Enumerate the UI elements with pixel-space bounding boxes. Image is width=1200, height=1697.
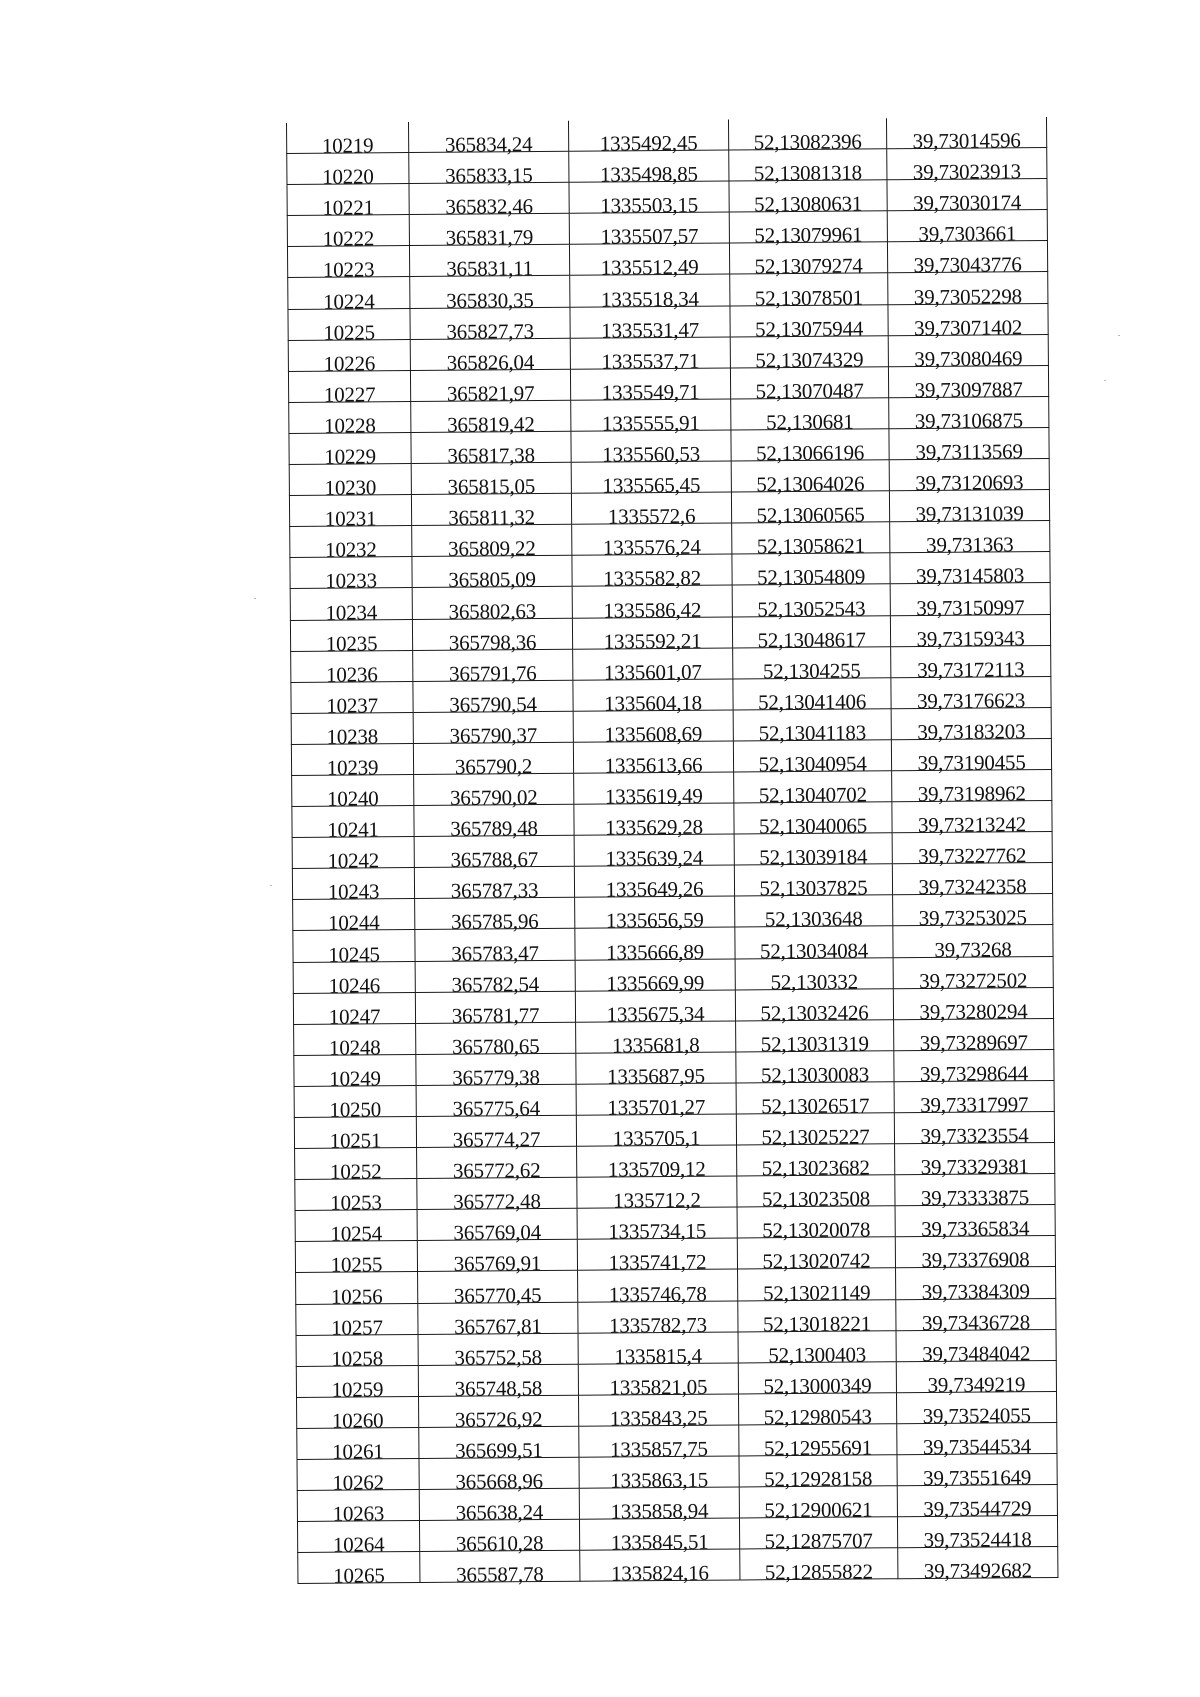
cell-text: 1335712,2 — [613, 1188, 701, 1213]
cell-text: 10250 — [329, 1097, 382, 1122]
cell-text: 52,1304255 — [762, 658, 861, 683]
cell-text: 365821,97 — [446, 380, 535, 406]
cell-text: 10234 — [325, 599, 378, 625]
cell-text: 365791,76 — [448, 660, 537, 686]
cell-text: 39,73120693 — [915, 470, 1024, 496]
cell-text: 365805,09 — [448, 567, 536, 593]
cell-text: 365834,24 — [444, 132, 533, 157]
cell-text: 39,73172113 — [917, 656, 1025, 682]
cell-text: 52,13058621 — [756, 533, 865, 559]
cell-text: 39,73097887 — [914, 377, 1023, 402]
cell-text: 52,13074329 — [755, 347, 864, 373]
cell-text: 10225 — [323, 319, 375, 345]
cell-text: 365783,47 — [451, 940, 539, 966]
cell-text: 1335572,6 — [607, 504, 696, 529]
cell-text: 10249 — [329, 1066, 381, 1091]
cell-text: 1335649,26 — [605, 877, 704, 902]
cell-text: 10229 — [324, 444, 376, 469]
cell-text: 52,13041406 — [757, 689, 867, 715]
cell-text: 10232 — [324, 537, 377, 563]
cell-text: 52,12955691 — [763, 1435, 873, 1461]
cell-text: 365809,22 — [448, 536, 536, 562]
point-number-cell — [286, 122, 408, 158]
cell-text: 1335656,59 — [605, 908, 704, 933]
cell-text: 39,73227762 — [918, 843, 1027, 869]
cell-text: 39,73080469 — [914, 345, 1023, 371]
cell-text: 365726,92 — [454, 1406, 543, 1432]
cell-text: 52,13082396 — [753, 129, 862, 155]
cell-text: 10253 — [330, 1190, 382, 1215]
cell-text: 39,73150997 — [916, 594, 1025, 620]
cell-text: 10233 — [325, 568, 377, 594]
cell-text: 365817,38 — [447, 443, 535, 468]
cell-text: 1335824,16 — [610, 1561, 709, 1586]
cell-text: 365811,32 — [448, 505, 536, 530]
cell-text: 10248 — [328, 1035, 381, 1060]
longitude-cell — [886, 117, 1046, 154]
cell-text: 52,13020078 — [762, 1217, 871, 1243]
cell-text: 1335586,42 — [603, 597, 702, 623]
coordinates-table-body — [286, 117, 1057, 1589]
scan-speck — [270, 885, 272, 886]
cell-text: 10222 — [322, 226, 375, 252]
cell-text: 1335734,15 — [608, 1219, 707, 1244]
y-coordinate-cell — [568, 120, 728, 156]
cell-text: 1335555,91 — [601, 410, 700, 436]
cell-text: 39,731363 — [926, 532, 1014, 558]
cell-text: 1335498,85 — [599, 161, 698, 187]
cell-text: 10239 — [326, 755, 379, 780]
coordinates-table — [286, 117, 1058, 1589]
cell-text: 365790,54 — [449, 691, 537, 717]
cell-text: 52,13030083 — [760, 1062, 870, 1088]
cell-text: 52,13021149 — [762, 1280, 871, 1305]
cell-text: 365831,79 — [445, 225, 534, 251]
cell-text: 1335675,34 — [606, 1001, 705, 1027]
cell-text: 10230 — [324, 475, 377, 500]
cell-text: 10238 — [326, 724, 379, 749]
cell-text: 52,1303648 — [764, 906, 863, 932]
cell-text: 1335613,66 — [604, 752, 703, 778]
cell-text: 10240 — [326, 786, 379, 811]
cell-text: 365780,65 — [451, 1033, 540, 1059]
cell-text: 1335592,21 — [603, 628, 702, 654]
cell-text: 365789,48 — [450, 816, 538, 841]
cell-text: 1335815,4 — [614, 1343, 703, 1369]
cell-text: 39,73544729 — [923, 1496, 1032, 1522]
cell-text: 1335503,15 — [600, 193, 699, 218]
cell-text: 10220 — [322, 164, 374, 189]
cell-text: 39,73213242 — [917, 812, 1027, 838]
cell-text: 39,73071402 — [914, 314, 1023, 340]
cell-text: 10252 — [329, 1159, 382, 1184]
cell-text: 52,13079961 — [754, 222, 863, 248]
cell-text: 365790,02 — [449, 785, 538, 810]
cell-text: 52,13048617 — [757, 627, 866, 652]
cell-text: 365788,67 — [450, 847, 539, 872]
cell-text: 1335669,99 — [606, 970, 705, 996]
cell-text: 1335619,49 — [604, 783, 703, 809]
cell-text: 52,13039184 — [759, 844, 868, 870]
cell-text: 365775,64 — [452, 1096, 541, 1121]
cell-text: 10245 — [328, 941, 380, 967]
cell-text: 39,73242358 — [918, 874, 1027, 900]
cell-text: 52,1300403 — [768, 1342, 867, 1367]
cell-text: 52,13031319 — [760, 1031, 869, 1057]
cell-text: 1335687,95 — [607, 1063, 705, 1089]
cell-text: 365826,04 — [446, 349, 535, 375]
cell-text: 39,73317997 — [920, 1092, 1029, 1118]
cell-text: 52,13066196 — [755, 440, 865, 466]
cell-text: 52,13032426 — [760, 1000, 869, 1026]
cell-text: 10224 — [323, 288, 375, 314]
cell-text: 365779,38 — [452, 1064, 540, 1090]
cell-text: 1335782,73 — [608, 1312, 707, 1338]
cell-text: 365769,91 — [453, 1251, 542, 1277]
cell-text: 52,13064026 — [756, 471, 865, 497]
cell-text: 52,12855822 — [764, 1559, 874, 1585]
cell-text: 52,12980543 — [763, 1404, 872, 1430]
cell-text: 10263 — [332, 1501, 385, 1526]
cell-text: 10221 — [322, 195, 375, 220]
cell-text: 52,12900621 — [764, 1497, 873, 1523]
cell-text: 1335604,18 — [604, 690, 703, 716]
cell-text: 52,13080631 — [754, 191, 863, 217]
cell-text: 1335531,47 — [601, 317, 700, 343]
cell-text: 10231 — [324, 506, 377, 531]
cell-text: 10228 — [324, 413, 376, 438]
cell-text: 365790,2 — [454, 754, 533, 779]
cell-text: 39,73376908 — [921, 1247, 1030, 1273]
cell-text: 39,73030174 — [913, 190, 1022, 216]
cell-text: 10255 — [330, 1252, 383, 1278]
cell-text: 10261 — [332, 1439, 384, 1464]
cell-text: 365782,54 — [451, 971, 540, 997]
cell-text: 1335741,72 — [608, 1250, 707, 1275]
cell-text: 10223 — [322, 257, 375, 283]
cell-text: 39,73159343 — [916, 625, 1025, 651]
cell-text: 365798,36 — [448, 629, 537, 655]
cell-text: 1335518,34 — [600, 286, 699, 312]
cell-text: 52,13023682 — [761, 1155, 870, 1181]
cell-text: 39,73183203 — [917, 719, 1026, 744]
cell-text: 52,13037825 — [759, 875, 868, 901]
cell-text: 365815,05 — [447, 474, 536, 499]
cell-text: 52,13040954 — [758, 751, 867, 777]
cell-text: 39,73190455 — [917, 750, 1026, 776]
cell-text: 39,73198962 — [917, 781, 1026, 807]
cell-text: 365699,51 — [455, 1438, 543, 1463]
cell-text: 1335507,57 — [600, 224, 699, 249]
cell-text: 10226 — [323, 351, 376, 376]
cell-text: 10251 — [329, 1128, 382, 1153]
cell-text: 39,73272502 — [919, 967, 1028, 993]
cell-text: 1335537,71 — [601, 348, 700, 374]
cell-text: 10247 — [328, 1004, 381, 1029]
cell-text: 10237 — [326, 693, 378, 718]
cell-text: 1335863,15 — [610, 1467, 709, 1493]
cell-text: 52,13052543 — [757, 595, 866, 621]
cell-text: 52,13081318 — [753, 160, 863, 186]
cell-text: 39,73384309 — [921, 1278, 1030, 1304]
cell-text: 39,73052298 — [913, 283, 1023, 309]
cell-text: 365774,27 — [452, 1127, 541, 1152]
cell-text: 10219 — [321, 133, 374, 158]
cell-text: 365610,28 — [455, 1531, 544, 1557]
cell-text: 365748,58 — [454, 1375, 543, 1401]
cell-text: 365832,46 — [445, 194, 533, 220]
scan-speck — [254, 598, 256, 599]
table-row — [286, 117, 1046, 154]
cell-text: 52,13026517 — [761, 1093, 870, 1119]
cell-text: 10235 — [325, 630, 378, 656]
cell-text: 39,7303661 — [918, 221, 1017, 247]
cell-text: 10258 — [331, 1346, 384, 1371]
cell-text: 39,73176623 — [916, 687, 1026, 713]
cell-text: 365769,04 — [453, 1220, 542, 1246]
cell-text: 365772,62 — [452, 1158, 541, 1183]
cell-text: 1335582,82 — [603, 566, 702, 591]
cell-text: 10236 — [325, 661, 378, 687]
cell-text: 1335629,28 — [605, 814, 704, 840]
cell-text: 10259 — [331, 1377, 384, 1402]
cell-text: 39,7349219 — [927, 1372, 1026, 1397]
cell-text: 52,13023508 — [761, 1186, 871, 1212]
cell-text: 365819,42 — [447, 411, 535, 437]
cell-text: 39,73544534 — [922, 1434, 1032, 1460]
cell-text: 52,13070487 — [755, 378, 864, 404]
cell-text: 52,13020742 — [762, 1248, 871, 1274]
cell-text: 1335639,24 — [605, 845, 704, 871]
cell-text: 10242 — [327, 848, 380, 873]
cell-text: 39,73323554 — [920, 1123, 1029, 1149]
cell-text: 52,12928158 — [764, 1466, 873, 1492]
cell-text: 1335681,8 — [611, 1032, 700, 1058]
cell-text: 365831,11 — [446, 256, 534, 282]
cell-text: 10246 — [328, 972, 381, 998]
cell-text: 52,13078501 — [754, 285, 864, 310]
cell-text: 39,73524418 — [923, 1527, 1032, 1553]
cell-text: 1335560,53 — [602, 441, 701, 467]
scan-speck — [1104, 380, 1106, 381]
cell-text: 365827,73 — [446, 318, 534, 344]
cell-text: 39,73329381 — [920, 1154, 1029, 1180]
cell-text: 52,13079274 — [754, 253, 863, 279]
cell-text: 1335565,45 — [602, 472, 701, 498]
cell-text: 52,13025227 — [761, 1124, 870, 1150]
cell-text: 10262 — [332, 1470, 385, 1495]
cell-text: 39,73289697 — [919, 1030, 1028, 1055]
cell-text: 39,73484042 — [922, 1340, 1031, 1366]
cell-text: 1335858,94 — [610, 1498, 709, 1524]
cell-text: 39,73023913 — [912, 159, 1022, 185]
cell-text: 10257 — [331, 1314, 383, 1340]
cell-text: 39,73333875 — [920, 1185, 1030, 1211]
x-coordinate-cell — [408, 121, 568, 157]
cell-text: 39,73268 — [934, 936, 1012, 962]
cell-text: 10264 — [332, 1532, 385, 1557]
cell-text: 1335821,05 — [609, 1374, 708, 1400]
cell-text: 39,73131039 — [915, 501, 1024, 527]
cell-text: 52,12875707 — [764, 1528, 873, 1554]
cell-text: 39,73113569 — [915, 439, 1023, 465]
cell-text: 10243 — [327, 879, 380, 905]
cell-text: 365830,35 — [446, 287, 534, 313]
cell-text: 365668,96 — [455, 1469, 543, 1494]
cell-text: 365790,37 — [449, 722, 538, 748]
cell-text: 39,73043776 — [913, 252, 1022, 278]
cell-text: 10227 — [323, 382, 376, 407]
cell-text: 1335512,49 — [600, 255, 699, 281]
cell-text: 1335608,69 — [604, 721, 703, 747]
cell-text: 1335746,78 — [608, 1281, 707, 1307]
cell-text: 39,73298644 — [919, 1061, 1029, 1086]
cell-text: 1335492,45 — [599, 130, 698, 156]
cell-text: 39,73492682 — [923, 1558, 1033, 1584]
cell-text: 39,73551649 — [923, 1465, 1032, 1491]
cell-text: 52,13054809 — [756, 564, 866, 590]
cell-text: 365787,33 — [450, 878, 539, 904]
cell-text: 10265 — [333, 1563, 385, 1589]
cell-text: 1335666,89 — [606, 939, 704, 965]
cell-text: 1335845,51 — [610, 1530, 709, 1555]
scan-speck — [1118, 335, 1120, 336]
cell-text: 1335705,1 — [612, 1125, 701, 1151]
cell-text: 52,13075944 — [755, 316, 864, 341]
cell-text: 39,73280294 — [919, 998, 1028, 1024]
cell-text: 52,13034084 — [759, 937, 869, 963]
cell-text: 1335601,07 — [603, 659, 702, 685]
cell-text: 365833,15 — [445, 163, 533, 188]
cell-text: 10256 — [330, 1283, 383, 1309]
latitude-cell — [728, 118, 886, 155]
cell-text: 10244 — [327, 910, 380, 936]
cell-text: 365781,77 — [451, 1002, 540, 1028]
cell-text: 52,13018221 — [762, 1311, 872, 1336]
cell-text: 39,73253025 — [918, 905, 1027, 931]
cell-text: 1335857,75 — [609, 1436, 708, 1462]
cell-text: 1335576,24 — [602, 535, 701, 560]
cell-text: 1335843,25 — [609, 1405, 708, 1431]
cell-text: 10260 — [331, 1408, 384, 1433]
cell-text: 52,13041183 — [758, 720, 867, 746]
cell-text: 365770,45 — [453, 1282, 542, 1308]
cell-text: 365767,81 — [454, 1313, 542, 1339]
cell-text: 365638,24 — [455, 1500, 544, 1525]
cell-text: 1335549,71 — [601, 379, 700, 405]
cell-text: 365752,58 — [454, 1344, 543, 1370]
cell-text: 1335709,12 — [607, 1156, 706, 1182]
cell-text: 39,73365834 — [921, 1216, 1030, 1242]
cell-text: 52,13040065 — [758, 813, 868, 839]
cell-text: 52,130332 — [770, 969, 859, 994]
cell-text: 365802,63 — [448, 598, 537, 624]
cell-text: 10254 — [330, 1221, 383, 1247]
cell-text: 39,73436728 — [921, 1309, 1031, 1335]
cell-text: 10241 — [327, 817, 379, 842]
cell-text: 52,13060565 — [756, 502, 865, 528]
cell-text: 1335701,27 — [607, 1094, 706, 1120]
cell-text: 52,130681 — [766, 409, 854, 435]
cell-text: 365587,78 — [456, 1562, 544, 1588]
cell-text: 365785,96 — [450, 909, 539, 935]
cell-text: 365772,48 — [453, 1189, 541, 1215]
cell-text: 39,73106875 — [914, 408, 1023, 434]
cell-text: 39,73524055 — [922, 1403, 1031, 1428]
cell-text: 39,73145803 — [915, 563, 1025, 589]
cell-text: 52,13040702 — [758, 782, 867, 808]
cell-text: 39,73014596 — [912, 128, 1021, 154]
cell-text: 52,13000349 — [763, 1373, 872, 1399]
